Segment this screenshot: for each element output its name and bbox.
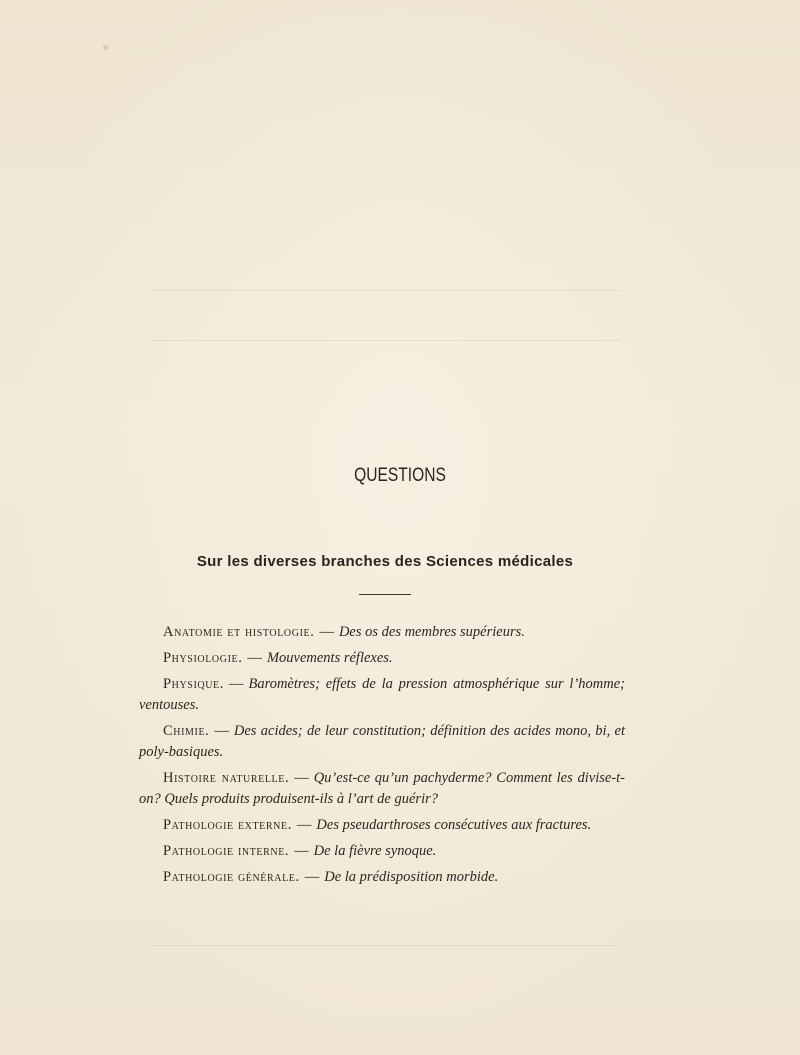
bleed-through-line (150, 290, 620, 291)
question-topic: De la fièvre synoque. (313, 843, 437, 859)
question-subject: Physiologie. (163, 650, 243, 666)
question-subject: Chimie. (163, 723, 210, 739)
question-topic: Qu’est-ce qu’un pachyderme? Comment les divise-t-on? Quels produits produisent-ils à l’art de guérir? (139, 770, 625, 807)
question-topic: Des pseudarthroses consécutives aux fractures. (316, 817, 592, 833)
question-dash: — (304, 869, 320, 885)
question-subject: Pathologie externe. (163, 817, 292, 833)
question-topic: Des acides; de leur constitution; définition des acides mono, bi, et poly-basiques. (139, 723, 625, 760)
question-dash: — (294, 770, 309, 786)
question-item (139, 721, 625, 763)
question-item (139, 648, 625, 669)
questions-list (139, 622, 625, 893)
paper-spot (103, 45, 108, 50)
question-item (139, 768, 625, 810)
question-item (139, 674, 625, 716)
question-item (139, 815, 625, 836)
question-subject: Physique. (163, 676, 224, 692)
question-dash: — (319, 624, 334, 640)
bleed-through-line (150, 945, 620, 946)
question-topic: De la prédisposition morbide. (324, 869, 499, 885)
question-subject: Pathologie générale. (163, 869, 300, 885)
question-topic: Des os des membres supérieurs. (338, 624, 525, 640)
question-subject: Histoire naturelle. (163, 770, 290, 786)
question-topic: Baromètres; effets de la pression atmosphérique sur l’homme; ventouses. (139, 676, 625, 713)
question-item (139, 622, 625, 643)
question-dash: — (247, 650, 262, 666)
page-title: QUESTIONS (354, 465, 446, 486)
page-subtitle: Sur les diverses branches des Sciences médicales (196, 553, 574, 570)
question-item (139, 841, 625, 862)
question-topic: Mouvements réflexes. (266, 650, 393, 666)
question-item (139, 867, 625, 888)
question-dash: — (214, 723, 229, 739)
question-subject: Anatomie et histologie. (163, 624, 315, 640)
question-dash: — (228, 676, 244, 692)
bleed-through-line (150, 340, 620, 341)
question-dash: — (296, 817, 312, 833)
divider-rule (359, 594, 411, 595)
question-subject: Pathologie interne. (163, 843, 290, 859)
question-dash: — (294, 843, 309, 859)
